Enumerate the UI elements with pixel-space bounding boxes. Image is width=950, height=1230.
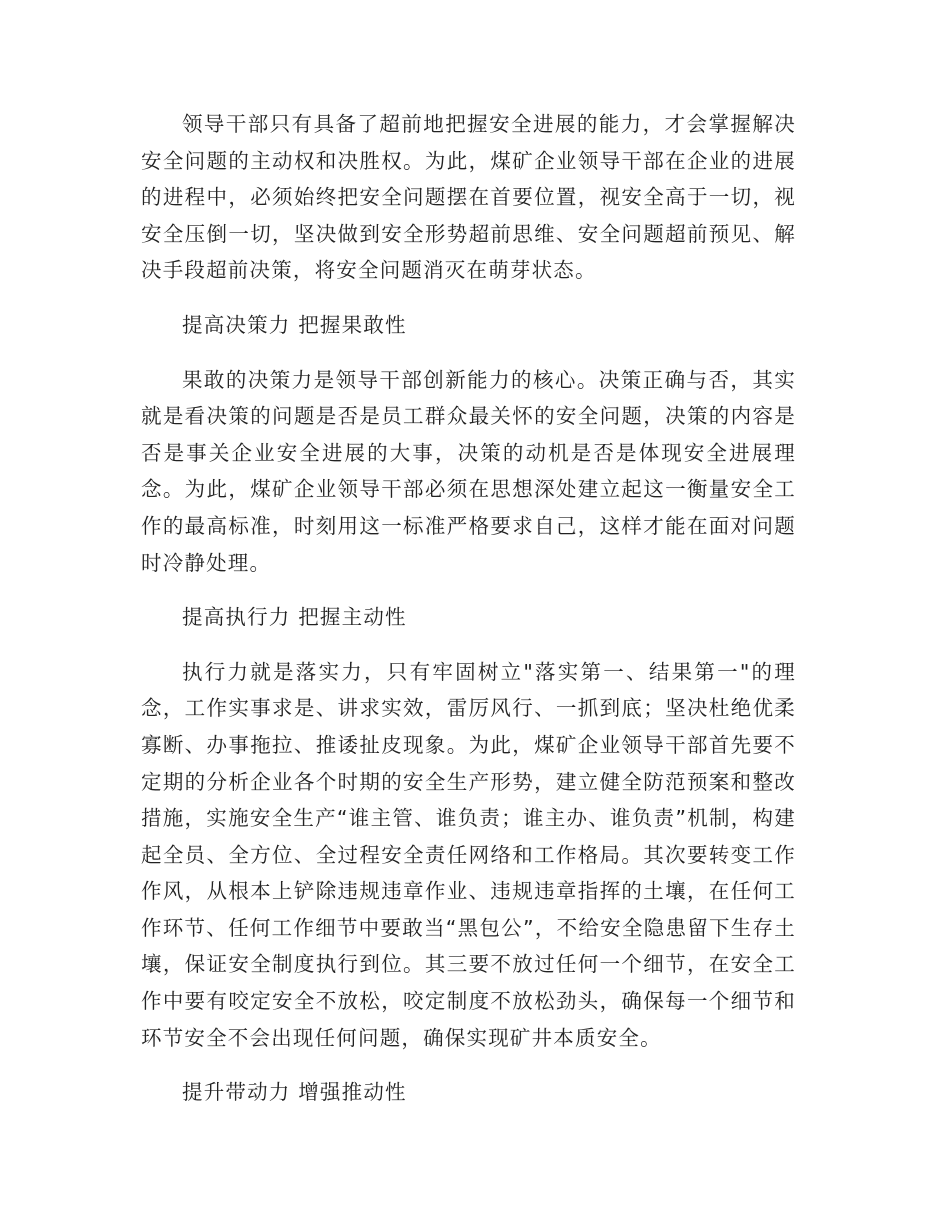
section-heading-decision: 提高决策力 把握果敢性 (182, 312, 407, 337)
paragraph-1: 领导干部只有具备了超前地把握安全进展的能力，才会掌握解决安全问题的主动权和决胜权。为此，煤矿企业领导干部在企业的进展的进程中，必须始终把安全问题摆在首要位置，视安全高于一切，视安全压倒一切，坚决做到安全形势超前思维、安全问题超前预见、解决手段超前决策，将安全问题消灭在萌芽状态。 (141, 112, 796, 283)
paragraph-3: 执行力就是落实力，只有牢固树立"落实第一、结果第一"的理念，工作实事求是、讲求实效，雷厉风行、一抓到底；坚决杜绝优柔寡断、办事拖拉、推诿扯皮现象。为此，煤矿企业领导干部首先要不定期的分析企业各个时期的安全生产形势，建立健全防范预案和整改措施，实施安全生产“谁主管、谁负责；谁主办、谁负责”机制，构建起全员、全方位、全过程安全责任网络和工作格局。其次要转变工作作风，从根本上铲除违规违章作业、违规违章指挥的土壤，在任何工作环节、任何工作细节中要敢当“黑包公”，不给安全隐患留下生存土壤，保证安全制度执行到位。其三要不放过任何一个细节，在安全工作中要有咬定安全不放松，咬定制度不放松劲头，确保每一个细节和环节安全不会出现任何问题，确保实现矿井本质安全。 (141, 659, 796, 1050)
section-heading-execution: 提高执行力 把握主动性 (182, 605, 407, 630)
document-body (141, 106, 796, 1129)
section-heading-leadership: 提升带动力 增强推动性 (182, 1080, 407, 1105)
paragraph-2: 果敢的决策力是领导干部创新能力的核心。决策正确与否，其实就是看决策的问题是否是员工群众最关怀的安全问题，决策的内容是否是事关企业安全进展的大事，决策的动机是否是体现安全进展理念。为此，煤矿企业领导干部必须在思想深处建立起这一衡量安全工作的最高标准，时刻用这一标准严格要求自己，这样才能在面对问题时冷静处理。 (141, 367, 796, 575)
